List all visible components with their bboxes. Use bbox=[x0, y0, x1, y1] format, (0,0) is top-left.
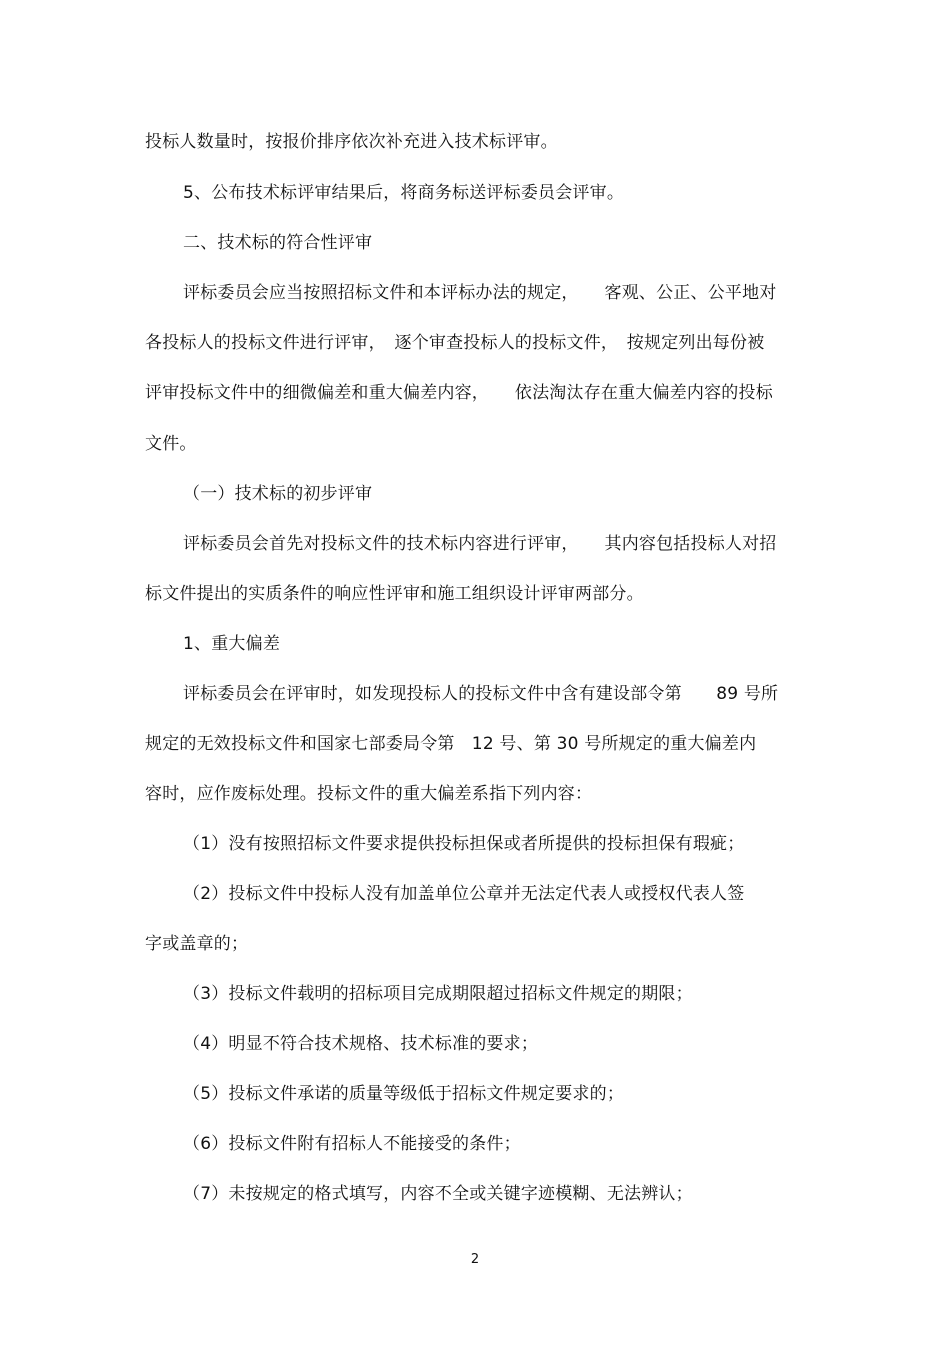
text-line-6: 评审投标文件中的细微偏差和重大偏差内容， 依法淘汰存在重大偏差内容的投标 bbox=[145, 383, 773, 403]
text-line-7: 文件。 bbox=[145, 434, 197, 454]
text-line-14: 容时，应作废标处理。投标文件的重大偏差系指下列内容： bbox=[145, 784, 593, 804]
text-line-13: 规定的无效投标文件和国家七部委局令第 12 号、第 30 号所规定的重大偏差内 bbox=[145, 734, 757, 754]
list-item-5: （5）投标文件承诺的质量等级低于招标文件规定要求的； bbox=[183, 1084, 625, 1104]
item-heading-1: 1、重大偏差 bbox=[183, 634, 281, 654]
list-item-4: （4）明显不符合技术规格、技术标准的要求； bbox=[183, 1034, 539, 1054]
list-item-3: （3）投标文件载明的招标项目完成期限超过招标文件规定的期限； bbox=[183, 984, 693, 1004]
text-line-10: 标文件提出的实质条件的响应性评审和施工组织设计评审两部分。 bbox=[145, 584, 644, 604]
text-line-9: 评标委员会首先对投标文件的技术标内容进行评审， 其内容包括投标人对招 bbox=[183, 534, 777, 554]
section-heading-2: 二、技术标的符合性评审 bbox=[183, 233, 373, 253]
list-item-1: （1）没有按照招标文件要求提供投标担保或者所提供的投标担保有瑕疵； bbox=[183, 834, 745, 854]
list-item-6: （6）投标文件附有招标人不能接受的条件； bbox=[183, 1134, 521, 1154]
text-line-4: 评标委员会应当按照招标文件和本评标办法的规定， 客观、公正、公平地对 bbox=[183, 283, 777, 303]
subsection-heading-1: （一）技术标的初步评审 bbox=[183, 484, 373, 504]
page-number: 2 bbox=[470, 1252, 480, 1267]
list-item-2-continued: 字或盖章的； bbox=[145, 934, 249, 954]
text-line-1: 投标人数量时，按报价排序依次补充进入技术标评审。 bbox=[145, 132, 558, 152]
text-line-5: 各投标人的投标文件进行评审， 逐个审查投标人的投标文件， 按规定列出每份被 bbox=[145, 333, 765, 353]
list-item-2: （2）投标文件中投标人没有加盖单位公章并无法定代表人或授权代表人签 bbox=[183, 884, 745, 904]
list-item-7: （7）未按规定的格式填写，内容不全或关键字迹模糊、无法辨认； bbox=[183, 1184, 693, 1204]
text-line-2: 5、公布技术标评审结果后，将商务标送评标委员会评审。 bbox=[183, 183, 625, 203]
text-line-12: 评标委员会在评审时，如发现投标人的投标文件中含有建设部令第 89 号所 bbox=[183, 684, 779, 704]
